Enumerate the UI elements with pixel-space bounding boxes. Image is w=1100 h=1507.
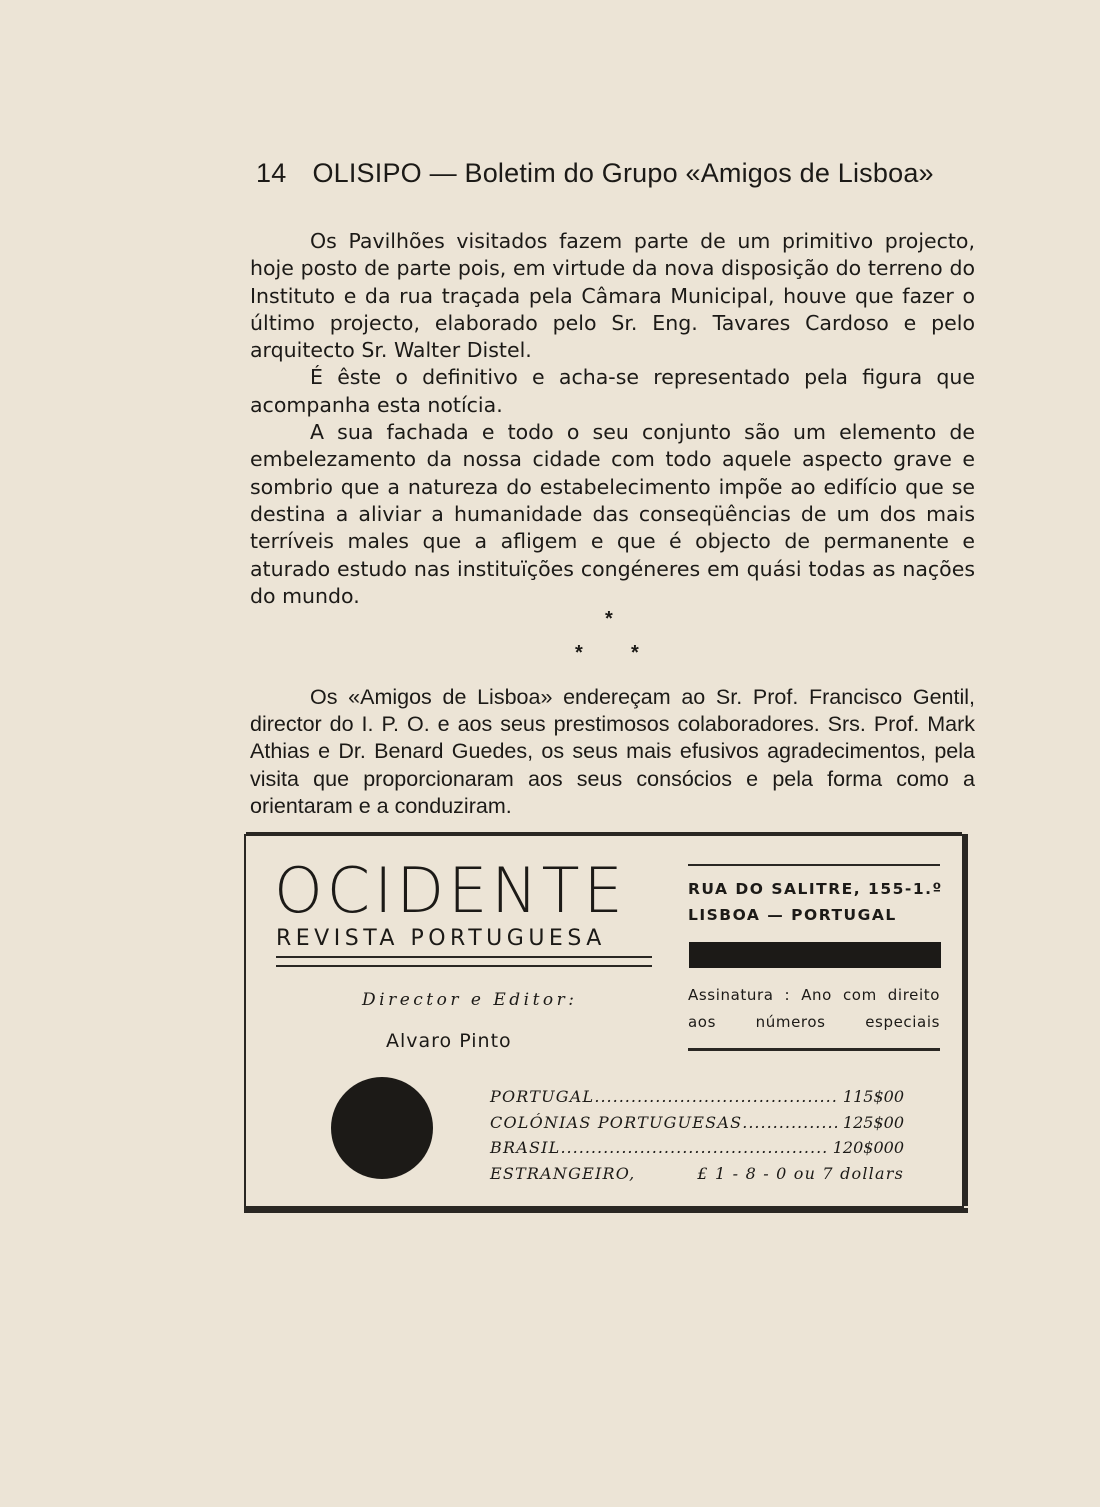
ad-subscription-line: Assinatura : Ano com direito [688,986,940,1004]
ad-double-rule [276,956,652,967]
ad-border-shadow-bottom [244,1208,968,1213]
ocidente-advertisement [244,834,964,1208]
ad-address-street: RUA DO SALITRE, 155-1.º [688,880,943,898]
ad-subscription-line: aos números especiais [688,1013,940,1031]
section-separator [565,608,655,668]
price-value: 120$000 [832,1138,904,1157]
ad-magazine-title: OCIDENTE [274,854,627,927]
closing-note [250,684,975,820]
ad-price-list [490,1084,904,1186]
ad-subscription-info [688,982,940,1036]
ad-magazine-subtitle: REVISTA PORTUGUESA [276,926,606,951]
price-destination: ESTRANGEIRO, [490,1163,636,1183]
page-header [256,158,934,189]
price-value: £ 1 - 8 - 0 ou 7 dollars [697,1163,904,1183]
price-destination: PORTUGAL [490,1087,595,1106]
ad-address [688,864,943,928]
asterisk: * [605,608,613,630]
page-number: 14 [256,158,287,188]
price-destination: BRASIL [490,1138,561,1157]
ad-black-bar [689,942,941,968]
closing-paragraph: Os «Amigos de Lisboa» endereçam ao Sr. Prof. Francisco Gentil, director do I. P. O. e aos seus prestimosos colaboradores. Srs. Prof. Mark Athias e Dr. Benard Guedes, os seus mais efusivos agradecimentos, pela visita que proporcionaram aos seus consócios e pela forma como a orientaram e a conduziram. [250,685,975,818]
ad-director-name: Alvaro Pinto [386,1030,512,1052]
asterisk: * [575,642,583,664]
price-value: 125$00 [842,1112,904,1132]
ad-black-circle-emblem [331,1077,433,1179]
publication-title: OLISIPO — Boletim do Grupo «Amigos de Lisboa» [312,158,934,188]
price-row [490,1110,904,1136]
article-paragraph: É êste o definitivo e acha-se representado pela figura que acompanha esta notícia. [250,365,975,417]
ad-border-top [246,832,962,834]
price-row [490,1135,904,1161]
price-row [490,1084,904,1110]
article-body [250,228,975,610]
price-row-foreign [490,1161,904,1187]
article-paragraph: Os Pavilhões visitados fazem parte de um primitivo projecto, hoje posto de parte pois, em virtude da nova disposição do terreno do Instituto e da rua traçada pela Câmara Municipal, houve que fazer o último projecto, elaborado pelo Sr. Eng. Tavares Cardoso e pelo arquitecto Sr. Walter Distel. [250,229,975,363]
price-destination: COLÓNIAS PORTUGUESAS [490,1112,743,1132]
ad-director-label: Director e Editor: [362,990,578,1010]
ad-address-city: LISBOA — PORTUGAL [688,906,897,924]
price-value: 115$00 [842,1087,904,1106]
ad-subscription-rule [688,1048,940,1051]
article-paragraph: A sua fachada e todo o seu conjunto são um elemento de embelezamento da nossa cidade com todo aquele aspecto grave e sombrio que a natureza do estabelecimento impõe ao edifício que se destina a aliviar a humanidade das conseqüências de um dos mais terríveis males que a afligem e que é objecto de permanente e aturado estudo nas instituïções congéneres em quási todas as nações do mundo. [250,420,975,608]
asterisk: * [631,642,639,664]
ad-border-shadow-right [964,834,968,1206]
